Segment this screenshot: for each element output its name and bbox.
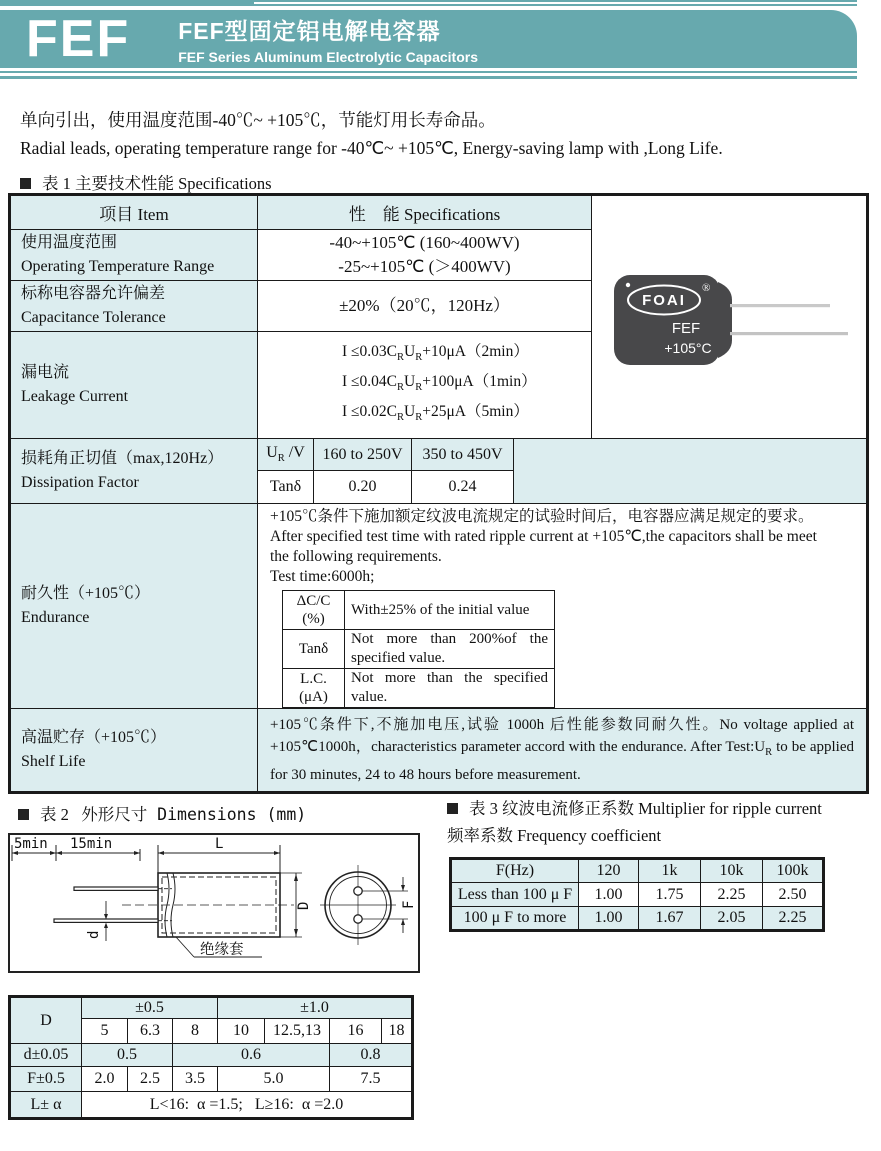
diss-header-range1: 160 to 250V: [314, 439, 412, 471]
f-row-label: F±0.5: [10, 1067, 82, 1092]
diss-header-range2: 350 to 450V: [412, 439, 514, 471]
multiplier-cell: 1.00: [579, 883, 639, 907]
dim-label-F: F: [401, 900, 417, 909]
leakage-value: [258, 332, 592, 439]
table1-title: [20, 170, 272, 194]
label-cn: 耐久性（+105℃）: [21, 585, 151, 602]
leakage-formula-2: [342, 370, 590, 400]
specifications-table: [8, 193, 869, 794]
f-seg: U: [404, 342, 416, 360]
f-seg: to be applied for 30 minutes, 24 to 48 hours before measurement.: [270, 739, 854, 783]
intro-line-cn: 单向引出，使用温度范围-40℃~ +105℃，节能灯用长寿命品。: [20, 110, 496, 130]
capacitor-photo-cell: [592, 195, 868, 439]
table2-title: [18, 801, 306, 825]
param-line: (μA): [299, 689, 328, 705]
f-seg: I ≤0.02C: [342, 403, 398, 421]
dims-l-row: [10, 1092, 413, 1119]
table2-title-text: 外形尺寸 Dimensions (mm): [81, 805, 307, 824]
series-text: FEF: [671, 319, 701, 337]
param-line: L.C.: [300, 671, 327, 687]
criteria-param: [283, 669, 345, 708]
capacitor-lead-bottom: [730, 332, 848, 335]
f-value: 2.5: [128, 1067, 173, 1092]
table3-title-line1: 表 3 纹波电流修正系数 Multiplier for ripple current: [469, 799, 822, 818]
shelf-life-value: [258, 709, 868, 793]
multiplier-cell: 1.00: [579, 907, 639, 931]
label-cn: 漏电流: [21, 364, 70, 381]
temp-range-1: -40~+105℃ (160~400WV): [329, 233, 520, 252]
label-en: Endurance: [21, 609, 90, 626]
dims-d-header: D: [10, 997, 82, 1044]
dims-tolerance-row: [10, 997, 413, 1019]
label-en: Capacitance Tolerance: [21, 309, 166, 326]
f-sub: R: [397, 351, 405, 363]
table2-title-prefix: 表 2: [40, 805, 69, 824]
table3-title-line2: 频率系数 Frequency coefficient: [447, 826, 662, 845]
diameter-cell: 12.5,13: [265, 1019, 330, 1044]
header-band: [0, 10, 857, 68]
diss-empty-cell: [514, 439, 868, 504]
dim-label-15min: 15min: [70, 836, 113, 852]
f-seg: U: [404, 372, 416, 390]
sleeve-label: 绝缘套: [200, 942, 244, 958]
label-en: Dissipation Factor: [21, 474, 139, 491]
row-label-tolerance: [10, 281, 258, 332]
endurance-text-en2: the following requirements.: [270, 548, 442, 565]
criteria-param: [283, 591, 345, 630]
d-value: 0.5: [82, 1044, 173, 1067]
endurance-text-en1: After specified test time with rated ripple current at +105℃,the capacitors shall be meet: [270, 528, 817, 545]
multiplier-cell: 2.25: [763, 907, 824, 931]
diameter-cell: 10: [218, 1019, 265, 1044]
label-en: Operating Temperature Range: [21, 258, 215, 275]
case-dimensions-table: [8, 995, 414, 1120]
criteria-row: [283, 669, 555, 708]
multiplier-cell: 2.50: [763, 883, 824, 907]
endurance-test-time: Test time:6000h;: [270, 568, 375, 585]
f-sub: R: [765, 747, 773, 758]
section-bullet-icon: [447, 803, 458, 814]
f-sub: R: [397, 382, 405, 394]
diss-tan-value2: 0.24: [412, 471, 514, 504]
cap-range-label: 100 μ F to more: [451, 907, 579, 931]
l-row-label: L± α: [10, 1092, 82, 1119]
page-title-en: FEF Series Aluminum Electrolytic Capacitors: [178, 49, 479, 65]
f-value: 5.0: [218, 1067, 330, 1092]
table3-header-row: [451, 859, 824, 883]
multiplier-cell: 2.25: [701, 883, 763, 907]
dims-tol-small: ±0.5: [82, 997, 218, 1019]
criteria-row: [283, 591, 555, 630]
dim-label-L: L: [215, 836, 224, 852]
f-seg: U: [404, 403, 416, 421]
row-label-shelf-life: [10, 709, 258, 793]
f-sub: R: [415, 412, 423, 424]
param-line: ΔC/C: [296, 593, 331, 609]
f-sub: R: [397, 412, 405, 424]
criteria-spec: Not more than the specified value.: [345, 669, 555, 708]
row-label-dissipation: [10, 439, 258, 504]
f-seg: +100μA（1min）: [422, 372, 537, 390]
f-seg: +105℃条件下,不施加电压,试验 1000h 后性能参数同耐久性。No voltage applied at +105℃1000h，characteristics parameter accord with the endurance. After Test:U: [270, 717, 854, 755]
row-label-endurance: [10, 504, 258, 709]
col-header-spec: 性 能 Specifications: [258, 195, 592, 230]
f-sub: R: [415, 351, 423, 363]
diss-tan-value1: 0.20: [314, 471, 412, 504]
f-seg: I ≤0.04C: [342, 372, 398, 390]
section-bullet-icon: [18, 809, 29, 820]
d-row-label: d±0.05: [10, 1044, 82, 1067]
label-cn: 高温贮存（+105℃）: [21, 729, 167, 746]
f-value: 2.0: [82, 1067, 128, 1092]
param-line: Tanδ: [298, 641, 329, 657]
diameter-cell: 6.3: [128, 1019, 173, 1044]
dim-label-D: D: [296, 901, 312, 910]
capacitor-lead-top: [730, 304, 830, 307]
f-seg: /V: [284, 444, 305, 462]
series-logo: FEF: [26, 10, 131, 68]
endurance-criteria-table: [282, 590, 555, 708]
table3-row: [451, 907, 824, 931]
row-label-temperature: [10, 230, 258, 281]
header-rule-2: [0, 76, 857, 79]
freq-col: 100k: [763, 859, 824, 883]
criteria-row: [283, 630, 555, 669]
criteria-param: [283, 630, 345, 669]
label-cn: 标称电容器允许偏差: [21, 285, 166, 302]
table3-title: [447, 795, 867, 849]
row-label-leakage: [10, 332, 258, 439]
diameter-cell: 8: [173, 1019, 218, 1044]
capacitor-photo: [594, 200, 864, 430]
leakage-formula-1: [342, 340, 590, 370]
dimensions-drawing-box: [8, 833, 420, 973]
d-value: 0.8: [330, 1044, 413, 1067]
f-seg: +25μA（5min）: [422, 403, 529, 421]
intro-line-en: Radial leads, operating temperature range for -40℃~ +105℃, Energy-saving lamp with ,Long Life.: [20, 138, 723, 158]
intro-paragraph: [20, 106, 723, 162]
dim-label-5min: 5min: [14, 836, 48, 852]
criteria-spec: Not more than 200%of the specified value.: [345, 630, 555, 669]
diss-tan-label: Tanδ: [258, 471, 314, 504]
brand-text: FOAI: [642, 291, 686, 309]
criteria-spec: With±25% of the initial value: [345, 591, 555, 630]
multiplier-cell: 1.67: [639, 907, 701, 931]
f-seg: +10μA（2min）: [422, 342, 529, 360]
table1-title-text: 表 1 主要技术性能 Specifications: [42, 174, 272, 193]
dims-tol-big: ±1.0: [218, 997, 413, 1019]
temp-text: +105°C: [664, 339, 712, 356]
col-header-item: 项目 Item: [10, 195, 258, 230]
freq-col: 120: [579, 859, 639, 883]
label-en: Shelf Life: [21, 753, 86, 770]
endurance-text-cn: +105℃条件下施加额定纹波电流规定的试验时间后，电容器应满足规定的要求。: [270, 508, 814, 525]
cap-range-label: Less than 100 μ F: [451, 883, 579, 907]
f-sub: R: [415, 382, 423, 394]
l-tolerance-rule: L<16: α =1.5; L≥16: α =2.0: [82, 1092, 413, 1119]
f-value: 3.5: [173, 1067, 218, 1092]
f-seg: U: [266, 444, 278, 462]
ripple-multiplier-table: [449, 857, 825, 932]
freq-col: 10k: [701, 859, 763, 883]
d-value: 0.6: [173, 1044, 330, 1067]
diameter-cell: 5: [82, 1019, 128, 1044]
section-bullet-icon: [20, 178, 31, 189]
multiplier-cell: 1.75: [639, 883, 701, 907]
diss-header-ur: [258, 439, 314, 471]
temperature-value: [258, 230, 592, 281]
top-accent-bar: [0, 0, 254, 6]
multiplier-cell: 2.05: [701, 907, 763, 931]
diameter-cell: 16: [330, 1019, 382, 1044]
label-en: Leakage Current: [21, 388, 129, 405]
freq-col: 1k: [639, 859, 701, 883]
dimensions-drawing: [10, 835, 417, 970]
header-titles: [178, 13, 478, 65]
label-cn: 损耗角正切值（max,120Hz）: [21, 450, 224, 467]
tolerance-value: ±20%（20℃，120Hz）: [258, 281, 592, 332]
f-value: 7.5: [330, 1067, 413, 1092]
f-sub: R: [277, 453, 285, 465]
freq-header: F(Hz): [451, 859, 579, 883]
header-rule-1: [0, 71, 857, 73]
f-seg: I ≤0.03C: [342, 342, 398, 360]
page-title-cn: FEF型固定铝电解电容器: [178, 18, 441, 44]
temp-range-2: -25~+105℃ (＞400WV): [338, 257, 511, 276]
leakage-formula-3: [342, 400, 590, 430]
label-cn: 使用温度范围: [21, 234, 118, 251]
diameter-cell: 18: [382, 1019, 413, 1044]
param-line: (%): [302, 611, 325, 627]
endurance-value: [258, 504, 868, 709]
registered-mark: ®: [702, 281, 711, 294]
dims-d-row: [10, 1044, 413, 1067]
dim-label-d: d: [86, 930, 102, 939]
dims-f-row: [10, 1067, 413, 1092]
table3-row: [451, 883, 824, 907]
